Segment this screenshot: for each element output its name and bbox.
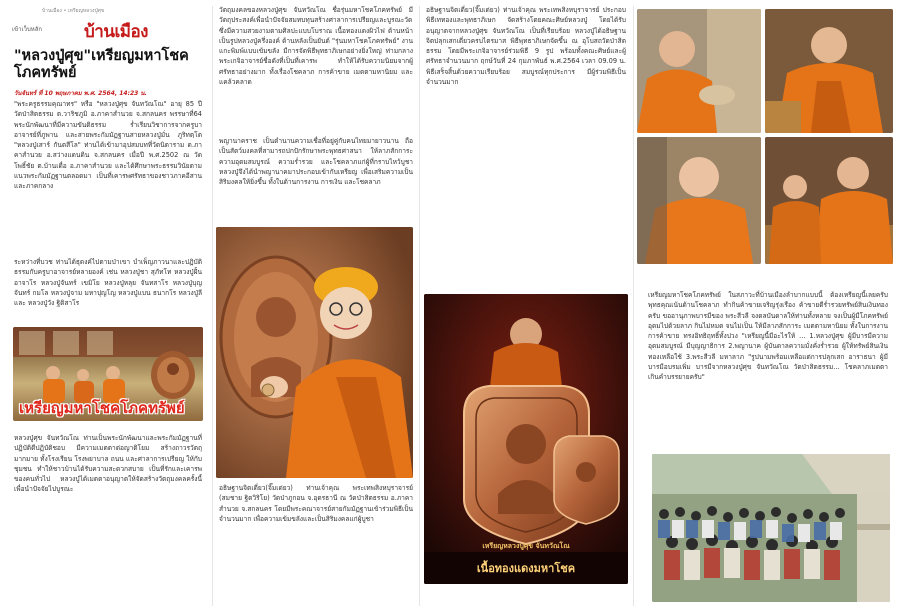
column-4 xyxy=(634,0,900,613)
column-2 xyxy=(213,0,418,613)
medal-caption: เหรียญหลวงปู่ศุข จันทวัณโณ xyxy=(482,542,570,550)
article-headline: "หลวงปู่ศุข"เหรียญมหาโชคโภคทรัพย์ xyxy=(14,48,189,81)
banner-caption: เหรียญมหาโชคโภคทรัพย์ xyxy=(19,399,185,417)
monk-photo-4 xyxy=(765,137,893,264)
monk-portrait-illustration xyxy=(216,227,413,478)
site-logo[interactable]: บ้านเมือง xyxy=(84,22,148,42)
medal-poster xyxy=(424,294,628,584)
monk-with-medal-photo xyxy=(216,227,413,478)
article-date: วันจันทร์ ที่ 10 พฤษภาคม พ.ศ. 2564, 14:23 น. xyxy=(14,90,147,97)
monk-blessing-illustration xyxy=(637,9,761,133)
monk-chanting-illustration xyxy=(765,9,893,133)
monk-photo-2 xyxy=(765,9,893,133)
back-link[interactable]: เข้าเว็บหลัก xyxy=(12,26,43,33)
monk-ritual-illustration xyxy=(765,137,893,264)
col2-paragraph-1: วัตถุมงคลของหลวงปู่ศุข จันทวัณโณ ชื่อรุ่นมหาโชคโภคทรัพย์ มีวัตถุประสงค์เพื่อนำปัจจัยสมทบทุนสร้างศาลาการเปรียญและบูรณะวัด ซึ่งมีความสวยงามตามศิลปะแบบโบราณ เนื้อทองแดงผิวไฟ ด้านหน้าเป็นรูปหลวงปู่ครึ่งองค์ ด้านหลังเป็นยันต์ "รุ่นมหาโชคโภคทรัพย์" งานแกะพิมพ์แบบเข้มขลัง มีการจัดพิธีพุทธาภิเษกอย่างยิ่งใหญ่ ท่ามกลางพระเกจิอาจารย์ชื่อดังที่เป็นที่เคารพ ทำให้ได้รับความนิยมจากผู้ศรัทธาอย่างมาก ทั้งเรื่องโชคลาภ การค้าขาย เมตตามหานิยม และแคล้วคลาด xyxy=(219,6,413,87)
monk-photo-3 xyxy=(637,137,761,264)
medal-banner: เนื้อทองแดงมหาโชค xyxy=(476,562,576,575)
masthead xyxy=(12,4,197,42)
column-3 xyxy=(420,0,632,613)
masthead-tagline: บ้านเมือง • เหรียญหลวงปู่ศุข xyxy=(42,8,105,14)
col1-paragraph-3: หลวงปู่ศุข จันทวัณโณ ท่านเป็นพระนักพัฒนาและพระกัมมัฏฐานที่ปฏิบัติดีปฏิบัติชอบ มีความเมตตาต่อญาติโยม สร้างถาวรวัตถุมากมาย ทั้งโรงเรียน โรงพยาบาล ถนน และศาลาการเปรียญ ให้กับชุมชน ทำให้ชาวบ้านได้รับความสะดวกสบาย เป็นที่รักและเคารพของคนทั่วไป หลวงปู่ได้เมตตาอนุญาตให้จัดสร้างวัตถุมงคลครั้งนี้เพื่อนำปัจจัยไปบูรณะ xyxy=(14,434,202,494)
col2-paragraph-2: พญานาคราช เป็นตำนานความเชื่อที่อยู่คู่กับคนไทยมายาวนาน ถือเป็นสัตว์มงคลที่สามารถปกปักรักษาพระพุทธศาสนา ให้ลาภสักการะ ความอุดมสมบูรณ์ ความร่ำรวย และโชคลาภแก่ผู้ที่กราบไหว้บูชา หลวงปู่จึงได้นำพญานาคมาประกอบเข้ากับเหรียญ เพื่อเสริมความเป็นสิริมงคลให้ยิ่งขึ้น ทั้งในด้านการงาน การเงิน และโชคลาภ xyxy=(219,137,413,187)
crowd-illustration xyxy=(652,454,890,602)
photo-grid xyxy=(637,9,893,264)
col2-paragraph-3: อธิษฐานจิตเดี่ยว(จิ๊มเด่ยว) ท่านเจ้าคุณ พระเทพสิงหบุราจารย์ (สมชาย ฐิตวิริโย) วัดป่าภูกอน จ.อุดรธานี ณ วัดป่าสิตธรรม อ.ภาคาสำนวย จ.สกลนคร โดยมีพระคณาจารย์สายกัมมัฏฐานเข้าร่วมพิธีเป็นจำนวนมาก เพื่อความเข้มขลังและเป็นสิริมงคลแก่ผู้บูชา xyxy=(219,484,413,523)
col3-paragraph-1: อธิษฐานจิตเดี่ยว(จิ๊มเด่ยว) ท่านเจ้าคุณ พระเทพสิงหบุราจารย์ ประกอบพิธีเททองและพุทธาภิเษก จัดสร้างโดยคณะศิษย์หลวงปู่ โดยได้รับอนุญาตจากหลวงปู่ศุข จันทวัณโณ เป็นที่เรียบร้อย หลวงปู่ได้อธิษฐานจิตปลุกเสกเดี่ยวครบไตรมาส พิธีพุทธาภิเษกจัดขึ้น ณ อุโบสถวัดป่าสิตธรรม โดยมีพระเกจิอาจารย์ร่วมพิธี 9 รูป พร้อมทั้งคณะศิษย์และผู้ศรัทธาจำนวนมาก ฤกษ์วันที่ 24 กุมภาพันธ์ พ.ศ.2564 เวลา 09.09 น. พิธีเสร็จสิ้นด้วยความเรียบร้อย สมบูรณ์ทุกประการ มีผู้ร่วมพิธีเป็นจำนวนมาก xyxy=(426,6,626,87)
col1-paragraph-2: ระหว่างที่บวช ท่านได้ธุดงค์ไปตามป่าเขา บำเพ็ญภาวนาและปฏิบัติธรรมกับครูบาอาจารย์หลายองค์ เช่น หลวงปู่ชา สุภัทโท หลวงปู่ฝั้น อาจาโร หลวงปู่จันทร์ เขมิโย หลวงปู่หลุย จันทสาโร หลวงปู่บุญจันทร์ กมโล หลวงปู่จาม มหาปุญโญ หลวงปู่แบน ธนากโร หลวงปู่ลี และ หลวงปู่วัง ฐิติสาโร xyxy=(14,258,202,308)
col4-paragraph-1: เหรียญมหาโชคโภคทรัพย์ ในสภาวะที่บ้านเมืองลำบากแบบนี้ ต้องเหรียญนี้เลยครับ พุทธคุณเน้นด้านโชคลาภ ทำกินค้าขายเจริญรุ่งเรือง ค้าขายดีร่ำรวยทรัพย์สินเงินทอง ครับ ขออานุภาพบารมีของ พระสีวลี จงดลบันดาลให้ท่านทั้งหลาย จงเป็นผู้มีโภคทรัพย์ อุดมไปด้วยลาภ กินไม่หมด จนไม่เป็น ให้มีลาภสักการะ เมตตามหานิยม ทั้งในการงาน การค้าขาย ทรงอิทธิฤทธิ์ทั้งปวง "เหรียญนี้มีอะไรให้ ... 1.หลวงปู่ศุข ผู้มีบารมีความอุดมสมบูรณ์ มีบุญญาธิการ 2.พญานาค ผู้บันดาลความมั่งคั่งร่ำรวย ผู้ให้ทรัพย์สินเงินทองเหลือใช้ 3.พระสีวลี มหาลาภ "รูปนามพร้อมเหลือแต่การปลุกเสก อาราธนา ผู้มีบารมีอบรมเพิ่ม บารมีจากหลวงปู่ศุข จันทวัณโณ วัดป่าสิตธรรม... โชคลาภเมตตา เกินคำบรรยายครับ" xyxy=(648,291,888,382)
crowd-photo xyxy=(652,454,890,602)
column-1 xyxy=(0,0,212,613)
ceremony-photo-banner xyxy=(13,327,203,421)
monk-portrait-illustration xyxy=(637,137,761,264)
monk-photo-1 xyxy=(637,9,761,133)
col1-paragraph-1: "พระครูธรรมคุณาทร" หรือ "หลวงปู่ศุข จันทวัณโณ" อายุ 85 ปี วัดป่าสิตธรรม ต.วาริชภูมิ อ.ภาคาสำนวย จ.สกลนคร พรรษาที่64 พระนักพัฒนาที่มีความขันติธรรม ร่ำเรียนวิชาการจากครูบาอาจารย์ที่ภูพาน และสายพระกัมมัฏฐานสายหลวงปู่มั่น ภูริทตฺโต "หลวงปู่เสาร์ กันตสีโล" ท่านได้เข้ามาอุปสมบทที่วัดนิตาราม ต.ภาคาสำนวย อ.สว่างแดนดิน จ.สกลนคร เมื่อปี พ.ศ.2502 ณ วัดโพธิ์ชัย ต.บ้านเดื่อ อ.ภาคาสำนวย และได้ศึกษาพระธรรมวินัยตามแนวพระกัมมัฏฐานตลอดมา เป็นที่เคารพศรัทธาของชาวภาคอีสานและภาคกลาง xyxy=(14,100,202,191)
